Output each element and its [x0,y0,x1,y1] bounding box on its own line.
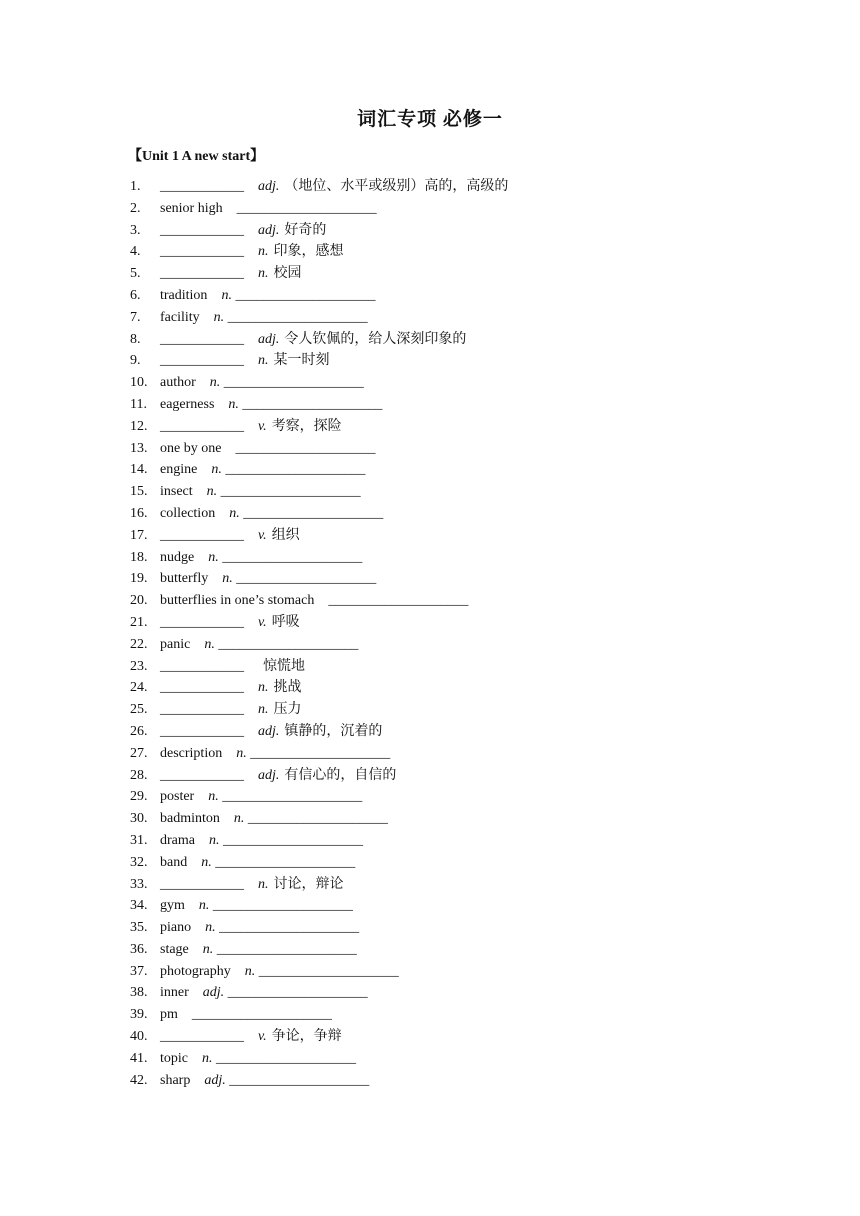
answer-blank: ____________ [160,767,244,783]
item-part-of-speech: n. [205,920,216,936]
vocabulary-list [0,176,860,1091]
item-content [160,503,383,525]
vocab-item [0,721,860,743]
item-content [160,939,357,961]
item-number: 32. [130,854,148,870]
item-word: butterflies in one’s stomach [160,593,315,609]
item-part-of-speech: n. [211,462,222,478]
answer-blank: ____________________ [220,484,361,500]
item-number: 24. [130,680,148,696]
vocab-item [0,874,860,896]
item-number: 25. [130,702,148,718]
item-number: 18. [130,549,148,565]
item-content [160,459,365,481]
answer-blank: ____________ [160,680,244,696]
item-part-of-speech: v. [258,418,267,434]
item-number: 21. [130,614,148,630]
item-meaning: 镇静的，沉着的 [284,723,383,739]
item-content [160,808,388,830]
item-word: tradition [160,287,208,303]
vocab-item [0,1004,860,1026]
item-word: poster [160,789,195,805]
answer-blank: ____________________ [223,375,364,391]
item-number: 2. [130,200,141,216]
answer-blank: ____________________ [242,396,383,412]
item-meaning: 惊慌地 [263,658,305,674]
answer-blank: ____________________ [227,985,368,1001]
vocab-item [0,525,860,547]
vocab-item [0,220,860,242]
item-content [160,961,399,983]
answer-blank: ____________ [160,658,244,674]
vocab-item [0,198,860,220]
answer-blank: ____________________ [191,1007,332,1023]
item-number: 5. [130,266,141,282]
item-part-of-speech: n. [209,375,221,391]
vocab-item [0,1026,860,1048]
item-content [160,198,377,220]
item-part-of-speech: n. [213,309,225,325]
item-number: 1. [130,179,141,194]
item-number: 13. [130,440,148,456]
answer-blank: ____________ [160,702,244,718]
item-word: pm [160,1007,178,1023]
item-meaning: 好奇的 [284,222,327,238]
item-content [160,656,305,678]
vocab-item [0,285,860,307]
item-part-of-speech: adj. [258,331,280,347]
item-word: description [160,745,223,761]
answer-blank: ____________ [160,1029,244,1045]
item-part-of-speech: adj. [258,222,280,238]
item-content [160,307,368,329]
item-part-of-speech: n. [204,636,215,652]
item-part-of-speech: adj. [202,985,225,1001]
answer-blank: ____________ [160,876,244,892]
item-part-of-speech: n. [228,396,239,412]
vocab-item [0,394,860,416]
vocab-item [0,176,860,198]
item-number: 27. [130,745,148,761]
item-number: 15. [130,484,148,500]
vocab-item [0,765,860,787]
item-meaning: 有信心的，自信的 [284,767,397,783]
vocab-item [0,699,860,721]
answer-blank: ____________________ [229,1072,370,1088]
item-number: 11. [130,396,147,412]
item-word: piano [160,920,192,936]
answer-blank: ____________________ [222,549,363,565]
item-content [160,895,353,917]
vocab-item [0,263,860,285]
item-content [160,547,362,569]
item-part-of-speech: n. [258,876,269,892]
item-part-of-speech: n. [202,1050,213,1066]
item-part-of-speech: n. [236,745,247,761]
item-part-of-speech: n. [222,571,233,587]
item-part-of-speech: n. [208,549,219,565]
item-part-of-speech: v. [258,614,267,630]
answer-blank: ____________________ [258,963,399,979]
answer-blank: ____________________ [328,593,469,609]
item-number: 30. [130,811,148,827]
item-word: nudge [160,549,195,565]
item-content [160,1004,332,1026]
vocab-item [0,241,860,263]
item-number: 34. [130,898,148,914]
vocab-item [0,1070,860,1092]
answer-blank: ____________________ [216,941,357,957]
vocab-item [0,982,860,1004]
item-content [160,241,344,263]
item-content [160,416,342,438]
item-part-of-speech: adj. [204,1072,226,1088]
item-content [160,176,508,198]
item-part-of-speech: n. [258,353,269,369]
item-part-of-speech: n. [221,287,232,303]
item-part-of-speech: n. [206,484,218,500]
item-part-of-speech: v. [258,527,267,543]
item-number: 40. [130,1029,148,1045]
item-part-of-speech: adj. [258,767,280,783]
item-word: facility [160,309,200,325]
vocab-item [0,372,860,394]
item-number: 42. [130,1072,148,1088]
item-number: 7. [130,309,141,325]
item-number: 10. [130,375,148,391]
answer-blank: ____________ [160,723,244,739]
vocab-item [0,416,860,438]
vocab-item [0,830,860,852]
item-meaning: 校园 [273,266,302,282]
item-content [160,1026,342,1048]
item-word: insect [160,484,193,500]
item-part-of-speech: n. [258,266,269,282]
vocab-item [0,895,860,917]
item-number: 38. [130,985,148,1001]
answer-blank: ____________________ [250,745,391,761]
answer-blank: ____________________ [212,898,353,914]
vocab-item [0,329,860,351]
item-part-of-speech: n. [244,963,256,979]
item-content [160,329,466,351]
item-word: senior high [160,200,223,216]
item-content [160,481,361,503]
vocab-item [0,612,860,634]
item-meaning: 挑战 [273,680,302,696]
item-word: inner [160,985,189,1001]
item-number: 36. [130,941,148,957]
item-content [160,263,302,285]
item-part-of-speech: n. [258,702,269,718]
answer-blank: ____________ [160,179,244,194]
item-number: 8. [130,331,141,347]
item-meaning: 考察，探险 [271,418,342,434]
item-content [160,220,326,242]
item-meaning: 压力 [273,702,302,718]
answer-blank: ____________________ [215,854,356,870]
item-number: 9. [130,353,141,369]
item-number: 12. [130,418,148,434]
item-content [160,765,396,787]
item-number: 26. [130,723,148,739]
vocab-item [0,547,860,569]
answer-blank: ____________________ [235,440,376,456]
item-content [160,786,362,808]
answer-blank: ____________ [160,266,244,282]
item-number: 17. [130,527,148,543]
item-part-of-speech: adj. [258,723,280,739]
item-content [160,612,300,634]
vocab-item [0,786,860,808]
item-content [160,874,344,896]
item-content [160,677,302,699]
answer-blank: ____________________ [235,287,376,303]
item-number: 41. [130,1050,148,1066]
item-meaning: 争论，争辩 [271,1029,342,1045]
item-content [160,568,376,590]
vocab-item [0,677,860,699]
answer-blank: ____________ [160,222,244,238]
item-number: 33. [130,876,148,892]
answer-blank: ____________ [160,614,244,630]
item-number: 23. [130,658,148,674]
item-number: 35. [130,920,148,936]
answer-blank: ____________ [160,353,244,369]
item-number: 4. [130,244,141,260]
item-word: drama [160,832,195,848]
item-number: 19. [130,571,148,587]
item-content [160,372,364,394]
item-word: collection [160,505,216,521]
item-word: band [160,854,188,870]
answer-blank: ____________________ [247,811,388,827]
item-number: 22. [130,636,148,652]
item-word: butterfly [160,571,209,587]
vocab-item [0,568,860,590]
item-meaning: 组织 [271,527,300,543]
item-part-of-speech: v. [258,1029,267,1045]
item-content [160,830,363,852]
vocab-item [0,939,860,961]
item-part-of-speech: n. [229,505,240,521]
item-word: author [160,375,196,391]
answer-blank: ____________________ [225,462,366,478]
item-word: sharp [160,1072,191,1088]
item-content [160,525,300,547]
item-word: photography [160,963,231,979]
item-word: one by one [160,440,222,456]
item-content [160,350,330,372]
item-content [160,438,375,460]
vocab-item [0,481,860,503]
vocab-item [0,808,860,830]
answer-blank: ____________ [160,244,244,260]
item-number: 16. [130,505,148,521]
answer-blank: ____________________ [216,1050,356,1066]
vocab-item [0,307,860,329]
vocab-item [0,503,860,525]
unit-heading: 【Unit 1 A new start】 [128,149,265,164]
item-number: 39. [130,1007,148,1023]
item-meaning: 某一时刻 [273,353,330,369]
item-word: engine [160,462,198,478]
item-word: gym [160,898,185,914]
item-content [160,721,382,743]
item-number: 6. [130,287,141,303]
answer-blank: ____________ [160,331,244,347]
answer-blank: ____________________ [219,920,360,936]
vocab-item [0,961,860,983]
item-number: 29. [130,789,148,805]
answer-blank: ____________________ [236,571,377,587]
answer-blank: ____________________ [236,200,377,216]
answer-blank: ____________ [160,418,244,434]
answer-blank: ____________________ [222,832,363,848]
item-content [160,1048,356,1070]
page-title: 词汇专项 必修一 [357,109,503,130]
item-part-of-speech: n. [208,789,219,805]
item-part-of-speech: n. [258,244,269,260]
item-content [160,743,390,765]
vocab-item [0,1048,860,1070]
vocab-item [0,590,860,612]
item-content [160,852,355,874]
vocab-item [0,634,860,656]
item-number: 20. [130,593,148,609]
vocab-item [0,917,860,939]
item-word: badminton [160,811,220,827]
vocab-item [0,743,860,765]
item-number: 31. [130,832,148,848]
item-word: stage [160,941,189,957]
item-part-of-speech: adj. [258,179,280,194]
item-number: 28. [130,767,148,783]
item-meaning: 印象，感想 [273,244,344,260]
answer-blank: ____________________ [222,789,363,805]
vocab-item [0,350,860,372]
answer-blank: ____________________ [218,636,359,652]
vocab-item [0,656,860,678]
item-meaning: （地位、水平或级别）高的，高级的 [284,179,509,194]
item-part-of-speech: n. [208,832,220,848]
item-number: 37. [130,963,148,979]
item-word: topic [160,1050,188,1066]
item-part-of-speech: n. [258,680,269,696]
item-meaning: 讨论，辩论 [273,876,344,892]
item-content [160,285,375,307]
item-content [160,1070,369,1092]
answer-blank: ____________________ [243,505,384,521]
vocab-item [0,438,860,460]
item-content [160,699,302,721]
item-meaning: 令人钦佩的，给人深刻印象的 [284,331,467,347]
item-number: 3. [130,222,141,238]
answer-blank: ____________ [160,527,244,543]
vocab-item [0,459,860,481]
item-part-of-speech: n. [233,811,245,827]
item-number: 14. [130,462,148,478]
item-content [160,394,382,416]
item-part-of-speech: n. [202,941,214,957]
vocab-item [0,852,860,874]
item-content [160,590,468,612]
item-content [160,917,359,939]
item-part-of-speech: n. [198,898,210,914]
item-meaning: 呼吸 [271,614,300,630]
item-word: eagerness [160,396,215,412]
item-content [160,982,368,1004]
answer-blank: ____________________ [227,309,368,325]
item-word: panic [160,636,191,652]
item-part-of-speech: n. [201,854,212,870]
item-content [160,634,358,656]
